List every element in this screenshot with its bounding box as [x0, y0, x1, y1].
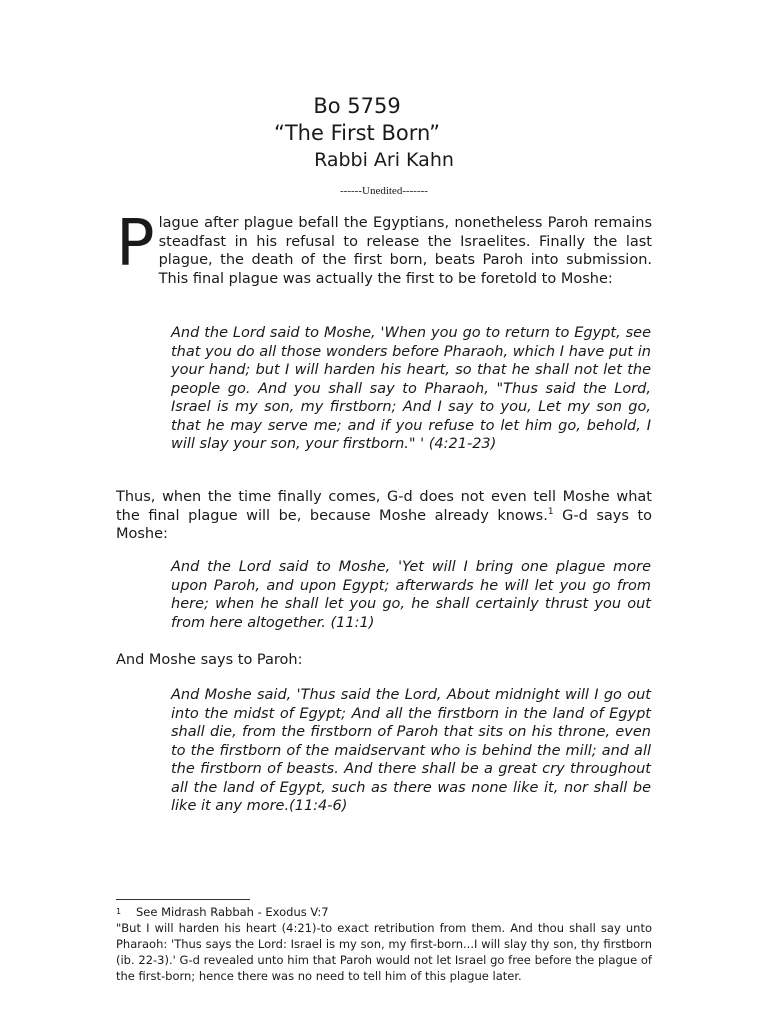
author-name: Rabbi Ari Kahn [314, 149, 454, 171]
block-quote-3: And Moshe said, 'Thus said the Lord, About midnight will I go out into the midst of Egypt; And all the firstborn in the land of Egypt shall die, from the firstborn of Paroh that sits on his throne, even to the firstborn of the maidservant who is behind the mill; and all the firstborn of beasts. And there shall be a great cry throughout all the land of Egypt, such as there was none like it, nor shall be like it any more.(11:4-6) [171, 687, 651, 814]
drop-cap: P [116, 207, 155, 281]
intro-paragraph-text: lague after plague befall the Egyptians, nonetheless Paroh remains steadfast in his refusal to release the Israelites. Finally the last plague, the death of the first born, beats Paroh into submission. This final plague was actually the first to be foretold to Moshe: [158, 215, 652, 287]
footnote [116, 904, 652, 984]
block-quote-2: And the Lord said to Moshe, 'Yet will I bring one plague more upon Paroh, and upon Egypt; afterwards he will let you go from here; when he shall let you go, he shall certainly thrust you out from here altogether. (11:1) [171, 559, 651, 631]
block-quote-1: And the Lord said to Moshe, 'When you go to return to Egypt, see that you do all those wonders before Pharaoh, which I have put in your hand; but I will harden his heart, so that he shall not let the people go. And you shall say to Pharaoh, "Thus said the Lord, Israel is my son, my firstborn; And I say to you, Let my son go, that he may serve me; and if you refuse to let him go, behold, I will slay your son, your firstborn." ' (4:21-23) [171, 325, 651, 452]
footnote-marker: 1 [116, 907, 122, 916]
footnote-source-line [116, 904, 652, 920]
unedited-note: ------Unedited------- [340, 185, 428, 197]
paragraph-2-text-before: Thus, when the time finally comes, G-d does not even tell Moshe what the final plague will be, because Moshe already knows. [116, 489, 652, 524]
paragraph-2 [116, 488, 652, 544]
page-title: Bo 5759 [313, 94, 401, 118]
page-subtitle: “The First Born” [273, 121, 441, 145]
footnote-ref[interactable]: 1 [547, 506, 554, 517]
intro-paragraph [116, 207, 652, 288]
footnote-source: See Midrash Rabbah - Exodus V:7 [136, 905, 329, 919]
footnote-divider [116, 899, 250, 900]
paragraph-2-text-after: G-d says to Moshe: [116, 507, 652, 542]
footnote-text: "But I will harden his heart (4:21)-to exact retribution from them. And thou shall say unto Pharaoh: 'Thus says the Lord: Israel is my son, my first-born...I will slay thy son, thy firstborn (ib. 22-3).' G-d revealed unto him that Paroh would not let Israel go free before the plague of the first-born; hence there was no need to tell him of this plague later. [116, 921, 652, 983]
paragraph-3: And Moshe says to Paroh: [116, 652, 303, 668]
